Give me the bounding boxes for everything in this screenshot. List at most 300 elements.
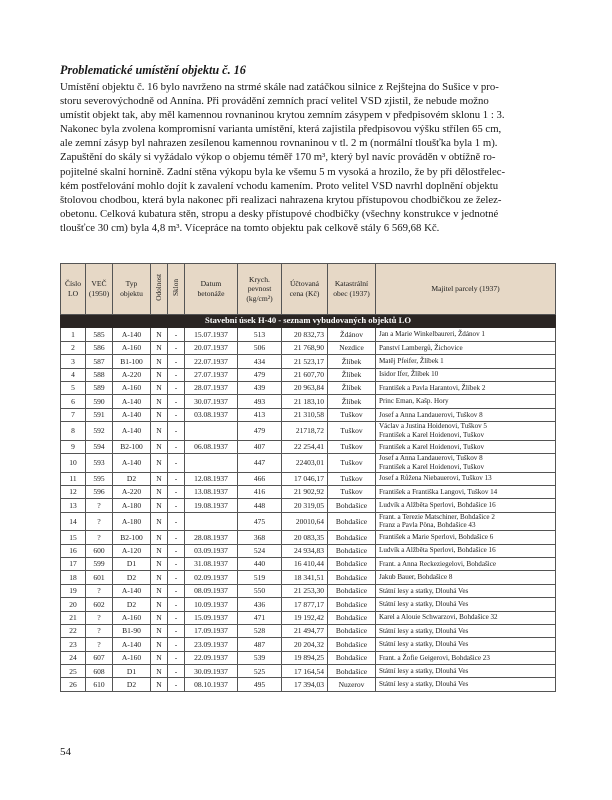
- cell-datum: 27.07.1937: [185, 368, 238, 381]
- cell-krych: 466: [238, 472, 282, 485]
- cell-sklon: -: [168, 440, 185, 453]
- table-row: [61, 408, 556, 421]
- header-obec: Katastrální obec (1937): [328, 264, 376, 315]
- cell-vec: 607: [86, 651, 113, 664]
- paragraph-line: ale zemní zásyp byl nahrazen zesílenou kamennou rovnaninou v tl. 2 m (normální tloušťka byla 1 m).: [60, 137, 498, 150]
- cell-cislo: 24: [61, 651, 86, 664]
- cell-obec: Bohdašice: [328, 665, 376, 678]
- cell-datum: 31.08.1937: [185, 557, 238, 570]
- cell-sklon: -: [168, 544, 185, 557]
- cell-obec: Tuškov: [328, 472, 376, 485]
- cell-cislo: 5: [61, 381, 86, 394]
- cell-krych: 413: [238, 408, 282, 421]
- cell-cislo: 7: [61, 408, 86, 421]
- cell-krych: 524: [238, 544, 282, 557]
- cell-typ: D2: [113, 472, 151, 485]
- cell-odolnost: N: [151, 422, 168, 441]
- cell-majitel: Jakub Bauer, Bohdašice 8: [376, 571, 556, 584]
- cell-majitel: František a Karel Hoidenovi, Tuškov: [376, 440, 556, 453]
- cell-obec: Bohdašice: [328, 531, 376, 544]
- cell-datum: 28.07.1937: [185, 381, 238, 394]
- cell-cislo: 2: [61, 341, 86, 354]
- cell-odolnost: N: [151, 328, 168, 341]
- cell-cislo: 12: [61, 485, 86, 498]
- table-row: [61, 341, 556, 354]
- cell-krych: 528: [238, 624, 282, 637]
- cell-obec: Tuškov: [328, 422, 376, 441]
- cell-obec: Tuškov: [328, 454, 376, 473]
- cell-obec: Bohdašice: [328, 571, 376, 584]
- cell-majitel: Karel a Alouie Schwarzovi, Bohdašice 32: [376, 611, 556, 624]
- cell-majitel: František a Marie Sperlovi, Bohdašice 6: [376, 531, 556, 544]
- cell-typ: A-140: [113, 638, 151, 651]
- cell-typ: D1: [113, 665, 151, 678]
- cell-cena: 17 394,03: [282, 678, 328, 691]
- cell-krych: 439: [238, 381, 282, 394]
- header-cena: Účtovaná cena (Kč): [282, 264, 328, 315]
- cell-typ: A-140: [113, 584, 151, 597]
- cell-majitel: Frant. a Žofie Geigerovi, Bohdašice 23: [376, 651, 556, 664]
- paragraph-line: Nakonec byla zvolena kompromisní varianta umístění, která zajistila předpisovou výšku střílen 65 cm,: [60, 123, 502, 136]
- cell-typ: A-160: [113, 651, 151, 664]
- cell-datum: 23.09.1937: [185, 638, 238, 651]
- cell-odolnost: N: [151, 678, 168, 691]
- cell-datum: 19.08.1937: [185, 499, 238, 512]
- cell-odolnost: N: [151, 454, 168, 473]
- cell-odolnost: N: [151, 440, 168, 453]
- cell-odolnost: N: [151, 381, 168, 394]
- cell-krych: 506: [238, 341, 282, 354]
- cell-vec: ?: [86, 512, 113, 531]
- cell-cena: 17 164,54: [282, 665, 328, 678]
- cell-cislo: 17: [61, 557, 86, 570]
- cell-vec: 594: [86, 440, 113, 453]
- cell-majitel: František a Pavla Harantovi, Žlíbek 2: [376, 381, 556, 394]
- cell-vec: 585: [86, 328, 113, 341]
- table-row: [61, 499, 556, 512]
- cell-typ: A-220: [113, 368, 151, 381]
- cell-krych: 525: [238, 665, 282, 678]
- cell-obec: Bohdašice: [328, 598, 376, 611]
- cell-datum: 30.07.1937: [185, 395, 238, 408]
- cell-cislo: 9: [61, 440, 86, 453]
- table-row: [61, 355, 556, 368]
- body-paragraph: [60, 80, 553, 235]
- cell-datum: 15.07.1937: [185, 328, 238, 341]
- cell-obec: Bohdašice: [328, 544, 376, 557]
- cell-majitel: Ludvík a Alžběta Sperlovi, Bohdašice 16: [376, 544, 556, 557]
- cell-datum: 06.08.1937: [185, 440, 238, 453]
- table-row: [61, 381, 556, 394]
- paragraph-line: kém postřelování mohlo dojít k zavalení vchodu kamením. Proto velitel VSD navrhl doplnění objektu: [60, 179, 499, 192]
- cell-krych: 447: [238, 454, 282, 473]
- cell-cislo: 11: [61, 472, 86, 485]
- cell-datum: 22.09.1937: [185, 651, 238, 664]
- paragraph-line: umístit objekt tak, aby měl kamennou rovnaninou krytou zemním zásypem v předpisovém sklonu 1 : 3.: [60, 109, 505, 122]
- cell-vec: 601: [86, 571, 113, 584]
- cell-typ: A-140: [113, 395, 151, 408]
- table-row: [61, 571, 556, 584]
- cell-krych: 416: [238, 485, 282, 498]
- cell-typ: A-120: [113, 544, 151, 557]
- cell-cislo: 16: [61, 544, 86, 557]
- cell-odolnost: N: [151, 472, 168, 485]
- header-sklon: Sklon: [168, 264, 185, 315]
- cell-majitel: Panství Lambergů, Žichovice: [376, 341, 556, 354]
- cell-cislo: 21: [61, 611, 86, 624]
- cell-cislo: 4: [61, 368, 86, 381]
- cell-cislo: 26: [61, 678, 86, 691]
- cell-sklon: -: [168, 624, 185, 637]
- cell-typ: A-140: [113, 408, 151, 421]
- cell-majitel: Státní lesy a statky, Dlouhá Ves: [376, 624, 556, 637]
- cell-vec: ?: [86, 499, 113, 512]
- cell-obec: Tuškov: [328, 440, 376, 453]
- cell-obec: Žlíbek: [328, 381, 376, 394]
- cell-sklon: -: [168, 485, 185, 498]
- table-row: [61, 638, 556, 651]
- cell-sklon: -: [168, 395, 185, 408]
- cell-cena: 21 768,90: [282, 341, 328, 354]
- cell-cislo: 15: [61, 531, 86, 544]
- cell-cena: 20010,64: [282, 512, 328, 531]
- cell-datum: 08.09.1937: [185, 584, 238, 597]
- cell-majitel: Frant. a Terezie Matschiner, Bohdašice 2 Franz a Pavla Pöna, Bohdašice 43: [376, 512, 556, 531]
- cell-typ: A-180: [113, 499, 151, 512]
- cell-odolnost: N: [151, 598, 168, 611]
- cell-cislo: 25: [61, 665, 86, 678]
- cell-odolnost: N: [151, 531, 168, 544]
- cell-krych: 471: [238, 611, 282, 624]
- cell-typ: A-140: [113, 328, 151, 341]
- header-majitel: Majitel parcely (1937): [376, 264, 556, 315]
- cell-typ: A-140: [113, 422, 151, 441]
- cell-obec: Bohdašice: [328, 584, 376, 597]
- cell-obec: Nuzerov: [328, 678, 376, 691]
- cell-majitel: Václav a Justina Hoidenovi, Tuškov 5 František a Karel Hoidenovi, Tuškov: [376, 422, 556, 441]
- cell-typ: B2-100: [113, 440, 151, 453]
- cell-sklon: -: [168, 598, 185, 611]
- cell-datum: 03.09.1937: [185, 544, 238, 557]
- cell-datum: [185, 512, 238, 531]
- cell-cislo: 19: [61, 584, 86, 597]
- table-row: [61, 611, 556, 624]
- table-row: [61, 624, 556, 637]
- bunker-table-wrapper: [60, 263, 555, 692]
- cell-krych: 493: [238, 395, 282, 408]
- cell-cislo: 1: [61, 328, 86, 341]
- cell-odolnost: N: [151, 638, 168, 651]
- cell-krych: 440: [238, 557, 282, 570]
- cell-cena: 20 083,35: [282, 531, 328, 544]
- cell-sklon: -: [168, 499, 185, 512]
- cell-cislo: 3: [61, 355, 86, 368]
- cell-majitel: Státní lesy a statky, Dlouhá Ves: [376, 678, 556, 691]
- cell-odolnost: N: [151, 368, 168, 381]
- cell-cena: 18 341,51: [282, 571, 328, 584]
- cell-vec: 593: [86, 454, 113, 473]
- cell-sklon: -: [168, 665, 185, 678]
- cell-majitel: Frant. a Anna Reckeziegelovi, Bohdašice: [376, 557, 556, 570]
- cell-cislo: 23: [61, 638, 86, 651]
- cell-datum: 22.07.1937: [185, 355, 238, 368]
- paragraph-line: tloušťce 30 cm) byla 4,8 m³. Vícepráce na tomto objektu pak celkově stály 6 569,68 Kč.: [60, 221, 440, 234]
- cell-odolnost: N: [151, 341, 168, 354]
- cell-datum: 20.07.1937: [185, 341, 238, 354]
- cell-cislo: 18: [61, 571, 86, 584]
- cell-majitel: Ludvík a Alžběta Sperlovi, Bohdašice 16: [376, 499, 556, 512]
- cell-typ: A-160: [113, 611, 151, 624]
- cell-sklon: -: [168, 355, 185, 368]
- cell-datum: 15.09.1937: [185, 611, 238, 624]
- header-cislo: Číslo LO: [61, 264, 86, 315]
- table-row: [61, 544, 556, 557]
- header-datum: Datum betonáže: [185, 264, 238, 315]
- cell-vec: 588: [86, 368, 113, 381]
- cell-cena: 22403,01: [282, 454, 328, 473]
- paragraph-text: [60, 80, 553, 235]
- cell-majitel: Princ Eman, Kašp. Hory: [376, 395, 556, 408]
- cell-odolnost: N: [151, 665, 168, 678]
- cell-typ: A-140: [113, 454, 151, 473]
- cell-odolnost: N: [151, 651, 168, 664]
- table-row: [61, 512, 556, 531]
- cell-sklon: -: [168, 328, 185, 341]
- cell-obec: Tuškov: [328, 485, 376, 498]
- cell-typ: A-160: [113, 341, 151, 354]
- cell-sklon: -: [168, 611, 185, 624]
- table-row: [61, 328, 556, 341]
- cell-sklon: -: [168, 638, 185, 651]
- cell-obec: Bohdašice: [328, 499, 376, 512]
- table-row: [61, 678, 556, 691]
- cell-cena: 17 877,17: [282, 598, 328, 611]
- cell-cislo: 8: [61, 422, 86, 441]
- cell-odolnost: N: [151, 611, 168, 624]
- cell-typ: D2: [113, 678, 151, 691]
- cell-vec: ?: [86, 611, 113, 624]
- cell-datum: 13.08.1937: [185, 485, 238, 498]
- cell-majitel: Matěj Pfeifer, Žlíbek 1: [376, 355, 556, 368]
- cell-odolnost: N: [151, 544, 168, 557]
- cell-cena: 22 254,41: [282, 440, 328, 453]
- header-odolnost: Odolnost: [151, 264, 168, 315]
- cell-datum: 02.09.1937: [185, 571, 238, 584]
- cell-typ: D2: [113, 598, 151, 611]
- cell-obec: Bohdašice: [328, 512, 376, 531]
- cell-vec: ?: [86, 531, 113, 544]
- cell-cena: 21 607,70: [282, 368, 328, 381]
- cell-obec: Žlíbek: [328, 368, 376, 381]
- cell-krych: 368: [238, 531, 282, 544]
- cell-sklon: -: [168, 678, 185, 691]
- cell-obec: Ždánov: [328, 328, 376, 341]
- cell-sklon: -: [168, 408, 185, 421]
- cell-sklon: -: [168, 341, 185, 354]
- cell-odolnost: N: [151, 485, 168, 498]
- cell-vec: ?: [86, 624, 113, 637]
- cell-cislo: 6: [61, 395, 86, 408]
- cell-majitel: Josef a Anna Landauerovi, Tuškov 8: [376, 408, 556, 421]
- cell-krych: 539: [238, 651, 282, 664]
- cell-vec: 599: [86, 557, 113, 570]
- cell-sklon: -: [168, 381, 185, 394]
- table-row: [61, 665, 556, 678]
- page-number: 54: [60, 746, 71, 758]
- cell-obec: Bohdašice: [328, 651, 376, 664]
- cell-typ: A-160: [113, 381, 151, 394]
- table-row: [61, 395, 556, 408]
- table-row: [61, 440, 556, 453]
- cell-krych: 519: [238, 571, 282, 584]
- cell-datum: 03.08.1937: [185, 408, 238, 421]
- paragraph-line: štolovou chodbou, která byla nakonec při realizaci nahrazena krytou přístupovou chodbičkou ze želez-: [60, 193, 502, 206]
- cell-vec: ?: [86, 638, 113, 651]
- cell-datum: 17.09.1937: [185, 624, 238, 637]
- cell-cislo: 14: [61, 512, 86, 531]
- cell-vec: 600: [86, 544, 113, 557]
- table-row: [61, 651, 556, 664]
- table-row: [61, 485, 556, 498]
- cell-cena: 21 183,10: [282, 395, 328, 408]
- cell-sklon: -: [168, 472, 185, 485]
- cell-majitel: Státní lesy a statky, Dlouhá Ves: [376, 584, 556, 597]
- cell-vec: 591: [86, 408, 113, 421]
- cell-sklon: -: [168, 571, 185, 584]
- cell-cena: 19 894,25: [282, 651, 328, 664]
- cell-typ: D1: [113, 557, 151, 570]
- cell-odolnost: N: [151, 355, 168, 368]
- cell-sklon: -: [168, 557, 185, 570]
- cell-odolnost: N: [151, 395, 168, 408]
- cell-vec: ?: [86, 584, 113, 597]
- table-row: [61, 557, 556, 570]
- cell-cena: 21 310,58: [282, 408, 328, 421]
- cell-sklon: -: [168, 531, 185, 544]
- paragraph-line: obetonu. Celková kubatura stěn, stropu a desky přístupové chodbičky (všechny konstrukce v jednotné: [60, 207, 499, 220]
- cell-sklon: -: [168, 454, 185, 473]
- paragraph-line: storu severovýchodně od Annína. Při provádění zemních prací velitel VSD zjistil, že nebude možno: [60, 95, 489, 108]
- cell-cena: 20 319,05: [282, 499, 328, 512]
- cell-majitel: Státní lesy a statky, Dlouhá Ves: [376, 665, 556, 678]
- bunker-table: [60, 263, 556, 692]
- cell-datum: 10.09.1937: [185, 598, 238, 611]
- header-typ: Typ objektu: [113, 264, 151, 315]
- cell-obec: Žlíbek: [328, 355, 376, 368]
- cell-odolnost: N: [151, 624, 168, 637]
- cell-majitel: Státní lesy a statky, Dlouhá Ves: [376, 598, 556, 611]
- cell-krych: 495: [238, 678, 282, 691]
- cell-cislo: 13: [61, 499, 86, 512]
- cell-cena: 20 963,84: [282, 381, 328, 394]
- cell-majitel: Josef a Růžena Niebauerovi, Tuškov 13: [376, 472, 556, 485]
- cell-datum: 30.09.1937: [185, 665, 238, 678]
- table-row: [61, 531, 556, 544]
- section-heading: Problematické umístění objektu č. 16: [60, 63, 246, 77]
- table-row: [61, 454, 556, 473]
- cell-datum: 28.08.1937: [185, 531, 238, 544]
- cell-vec: 610: [86, 678, 113, 691]
- cell-vec: 608: [86, 665, 113, 678]
- cell-cislo: 10: [61, 454, 86, 473]
- cell-cena: 21 902,92: [282, 485, 328, 498]
- cell-krych: 487: [238, 638, 282, 651]
- cell-krych: 407: [238, 440, 282, 453]
- cell-obec: Bohdašice: [328, 638, 376, 651]
- cell-krych: 513: [238, 328, 282, 341]
- table-row: [61, 584, 556, 597]
- table-title: Stavební úsek H-40 - seznam vybudovaných objektů LO: [61, 315, 556, 328]
- cell-sklon: -: [168, 651, 185, 664]
- cell-cislo: 22: [61, 624, 86, 637]
- cell-cena: 21718,72: [282, 422, 328, 441]
- cell-vec: 595: [86, 472, 113, 485]
- cell-odolnost: N: [151, 512, 168, 531]
- cell-cena: 24 934,83: [282, 544, 328, 557]
- cell-majitel: Josef a Anna Landauerovi, Tuškov 8 František a Karel Hoidenovi, Tuškov: [376, 454, 556, 473]
- cell-krych: 448: [238, 499, 282, 512]
- cell-cena: 19 192,42: [282, 611, 328, 624]
- cell-obec: Bohdašice: [328, 557, 376, 570]
- paragraph-line: Umístění objektu č. 16 bylo navrženo na strmé skále nad zatáčkou silnice z Rejštejna do Sušice v pro-: [60, 81, 499, 93]
- cell-vec: 592: [86, 422, 113, 441]
- cell-datum: [185, 454, 238, 473]
- cell-krych: 434: [238, 355, 282, 368]
- cell-majitel: Jan a Marie Winkelbaureri, Ždánov 1: [376, 328, 556, 341]
- paragraph-line: pojitelné skalní hornině. Zadní stěna výkopu byla ke všemu 5 m vysoká a hrozilo, že by při dělostřelec-: [60, 165, 506, 178]
- cell-odolnost: N: [151, 584, 168, 597]
- cell-krych: 436: [238, 598, 282, 611]
- cell-sklon: -: [168, 368, 185, 381]
- cell-vec: 602: [86, 598, 113, 611]
- table-row: [61, 472, 556, 485]
- cell-obec: Tuškov: [328, 408, 376, 421]
- table-row: [61, 368, 556, 381]
- cell-sklon: -: [168, 512, 185, 531]
- cell-krych: 550: [238, 584, 282, 597]
- cell-krych: 475: [238, 512, 282, 531]
- cell-majitel: Isidor Ifer, Žlíbek 10: [376, 368, 556, 381]
- cell-cena: 17 046,17: [282, 472, 328, 485]
- cell-cena: 16 410,44: [282, 557, 328, 570]
- cell-sklon: -: [168, 422, 185, 441]
- cell-odolnost: N: [151, 408, 168, 421]
- table-row: [61, 422, 556, 441]
- table-row: [61, 598, 556, 611]
- cell-cena: 20 204,32: [282, 638, 328, 651]
- cell-cena: 21 253,30: [282, 584, 328, 597]
- cell-odolnost: N: [151, 571, 168, 584]
- paragraph-line: Zapuštění do skály si vyžádalo výkop o objemu téměř 170 m³, který byl navíc prováděn v obtížně ro-: [60, 151, 496, 164]
- cell-odolnost: N: [151, 499, 168, 512]
- cell-obec: Bohdašice: [328, 624, 376, 637]
- cell-obec: Bohdašice: [328, 611, 376, 624]
- cell-vec: 596: [86, 485, 113, 498]
- cell-majitel: František a Františka Langovi, Tuškov 14: [376, 485, 556, 498]
- cell-obec: Nezdice: [328, 341, 376, 354]
- cell-cena: 21 523,17: [282, 355, 328, 368]
- cell-typ: A-220: [113, 485, 151, 498]
- cell-sklon: -: [168, 584, 185, 597]
- cell-datum: 12.08.1937: [185, 472, 238, 485]
- cell-typ: A-180: [113, 512, 151, 531]
- cell-vec: 589: [86, 381, 113, 394]
- cell-cena: 20 832,73: [282, 328, 328, 341]
- cell-cena: 21 494,77: [282, 624, 328, 637]
- header-krych: Krych. pevnost (kg/cm²): [238, 264, 282, 315]
- cell-vec: 586: [86, 341, 113, 354]
- cell-vec: 590: [86, 395, 113, 408]
